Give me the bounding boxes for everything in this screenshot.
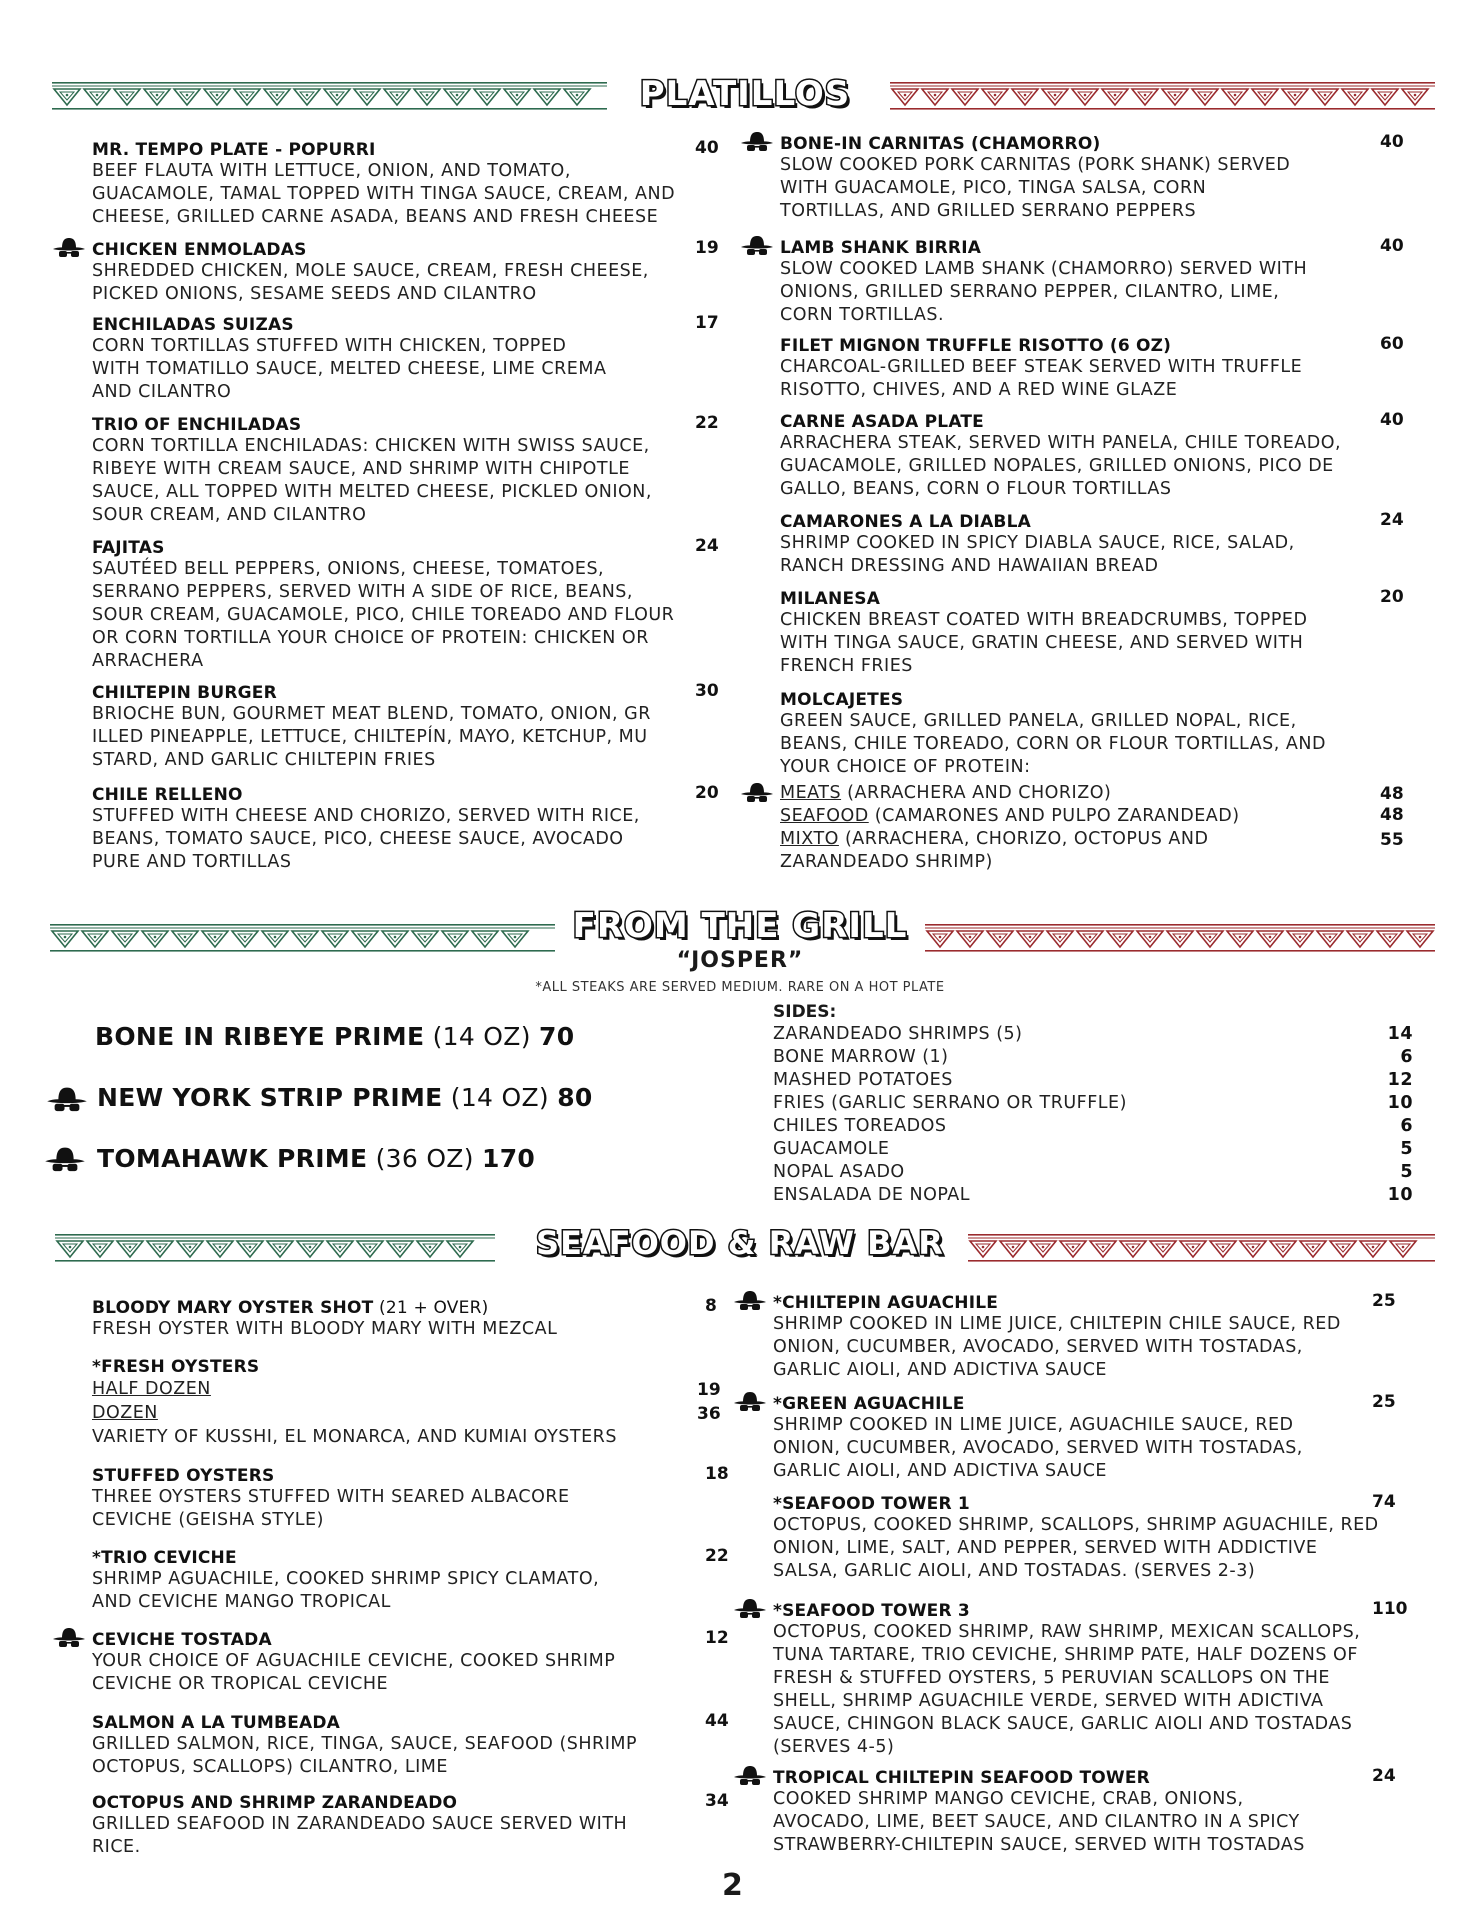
item-desc-line: SHRIMP COOKED IN LIME JUICE, AGUACHILE SAUCE, RED: [773, 1415, 1294, 1435]
menu-item: [92, 415, 652, 527]
item-desc-line: SHRIMP COOKED IN SPICY DIABLA SAUCE, RICE, SALAD,: [780, 533, 1295, 553]
item-desc-line: (SERVES 4-5): [773, 1737, 895, 1757]
side-name: BONE MARROW (1): [773, 1047, 949, 1067]
sombrero-sunglasses-glyph: [740, 131, 774, 153]
item-desc-line: SAUTÉED BELL PEPPERS, ONIONS, CHEESE, TOMATOES,: [92, 559, 605, 579]
menu-item: [780, 134, 1290, 223]
section-title-grill: FROM THE GRILL: [572, 906, 908, 946]
item-name-text: TROPICAL CHILTEPIN SEAFOOD TOWER: [773, 1768, 1150, 1788]
item-name: [92, 1548, 599, 1568]
item-desc-line: GRILLED SEAFOOD IN ZARANDEADO SAUCE SERVED WITH: [92, 1814, 628, 1834]
item-desc-line: CEVICHE OR TROPICAL CEVICHE: [92, 1674, 389, 1694]
side-price: 6: [1400, 1116, 1413, 1136]
sombrero-sunglasses-icon: [52, 237, 86, 259]
item-name-text: CEVICHE TOSTADA: [92, 1630, 272, 1650]
oysters-dozen: DOZEN: [92, 1403, 158, 1423]
item-price: 60: [1380, 334, 1404, 354]
item-desc-line: BEEF FLAUTA WITH LETTUCE, ONION, AND TOMATO,: [92, 161, 571, 181]
menu-item: [92, 1298, 557, 1341]
side-price: 10: [1387, 1093, 1413, 1113]
item-desc-line: CORN TORTILLAS.: [780, 305, 945, 325]
item-desc-line: OCTOPUS, SCALLOPS) CILANTRO, LIME: [92, 1757, 448, 1777]
side-price: 10: [1387, 1185, 1413, 1205]
item-desc-line: AND CILANTRO: [92, 382, 232, 402]
sombrero-sunglasses-icon: [44, 1146, 86, 1174]
item-desc-line: BRIOCHE BUN, GOURMET MEAT BLEND, TOMATO, ONION, GR: [92, 704, 651, 724]
grill-subtitle: “JOSPER”: [676, 948, 804, 973]
menu-item: [773, 1394, 1303, 1483]
item-price: 20: [695, 783, 719, 803]
pattern-band-green-3: [55, 1232, 495, 1264]
pattern-band-red-3: [968, 1232, 1435, 1264]
item-desc-line: SERRANO PEPPERS, SERVED WITH A SIDE OF RICE, BEANS,: [92, 582, 633, 602]
menu-item: [773, 1293, 1341, 1382]
side-price: 14: [1387, 1024, 1413, 1044]
molcajete-option-mixto: MIXTO (ARRACHERA, CHORIZO, OCTOPUS AND: [780, 829, 1209, 849]
side-name: CHILES TOREADOS: [773, 1116, 947, 1136]
item-price: 24: [1372, 1766, 1396, 1786]
side-name: MASHED POTATOES: [773, 1070, 953, 1090]
item-name: [92, 683, 651, 703]
side-price: 5: [1400, 1139, 1413, 1159]
page-number: 2: [722, 1868, 743, 1903]
item-name-text: CHICKEN ENMOLADAS: [92, 240, 307, 260]
sombrero-sunglasses-icon: [733, 1290, 767, 1312]
sombrero-sunglasses-icon: [733, 1598, 767, 1620]
item-desc-line: ARRACHERA: [92, 651, 204, 671]
menu-item: [92, 315, 606, 404]
item-desc-line: ILLED PINEAPPLE, LETTUCE, CHILTEPÍN, MAYO, KETCHUP, MU: [92, 727, 648, 747]
sombrero-sunglasses-icon: [740, 235, 774, 257]
item-price: 22: [705, 1546, 729, 1566]
section-title-seafood: SEAFOOD & RAW BAR: [536, 1224, 944, 1262]
item-desc-line: SLOW COOKED PORK CARNITAS (PORK SHANK) SERVED: [780, 155, 1291, 175]
red-triangle-pattern: [925, 922, 1435, 954]
item-name: [92, 1298, 557, 1318]
sombrero-sunglasses-icon: [740, 131, 774, 153]
item-name-text: OCTOPUS AND SHRIMP ZARANDEADO: [92, 1793, 458, 1813]
pattern-band-red-1: [890, 80, 1435, 112]
sombrero-sunglasses-icon: [733, 1391, 767, 1413]
side-item: [773, 1047, 1413, 1067]
side-item: [773, 1024, 1413, 1044]
side-price: 5: [1400, 1162, 1413, 1182]
item-name: [92, 240, 649, 260]
oysters-variety: VARIETY OF KUSSHI, EL MONARCA, AND KUMIAI OYSTERS: [92, 1427, 617, 1447]
item-desc-line: TUNA TARTARE, TRIO CEVICHE, SHRIMP PATE, HALF DOZENS OF: [773, 1645, 1358, 1665]
item-name-text: BLOODY MARY OYSTER SHOT: [92, 1298, 374, 1318]
item-desc-line: SOUR CREAM, GUACAMOLE, PICO, CHILE TOREADO AND FLOUR: [92, 605, 675, 625]
item-desc-line: AND CEVICHE MANGO TROPICAL: [92, 1592, 391, 1612]
sombrero-sunglasses-glyph: [733, 1391, 767, 1413]
item-desc-line: ONION, CUCUMBER, AVOCADO, SERVED WITH TOSTADAS,: [773, 1337, 1303, 1357]
item-desc-line: PICKED ONIONS, SESAME SEEDS AND CILANTRO: [92, 284, 537, 304]
menu-item: [92, 240, 649, 306]
item-price: 18: [705, 1464, 729, 1484]
item-name: [773, 1293, 1341, 1313]
item-price: 40: [1380, 132, 1404, 152]
molcajete-meats-price: 48: [1380, 784, 1404, 804]
item-desc-line: RICE.: [92, 1837, 141, 1857]
item-name-text: SALMON A LA TUMBEADA: [92, 1713, 341, 1733]
menu-item: [773, 1494, 1379, 1583]
item-desc-line: OR CORN TORTILLA YOUR CHOICE OF PROTEIN: CHICKEN OR: [92, 628, 649, 648]
item-price: 17: [695, 313, 719, 333]
item-name: [92, 1793, 627, 1813]
pattern-band-green-1: [52, 80, 607, 112]
menu-item: [92, 140, 675, 229]
sides-title: SIDES:: [773, 1002, 837, 1022]
item-desc-line: SHELL, SHRIMP AGUACHILE VERDE, SERVED WITH ADICTIVA: [773, 1691, 1324, 1711]
item-name: [780, 690, 1326, 710]
side-name: NOPAL ASADO: [773, 1162, 905, 1182]
grill-note: *ALL STEAKS ARE SERVED MEDIUM. RARE ON A HOT PLATE: [535, 980, 945, 995]
item-name-text: MOLCAJETES: [780, 690, 904, 710]
menu-item: [92, 1713, 637, 1779]
oysters-half-dozen: HALF DOZEN: [92, 1379, 211, 1399]
menu-item: [780, 336, 1302, 402]
item-desc-line: GUACAMOLE, GRILLED NOPALES, GRILLED ONIONS, PICO DE: [780, 456, 1334, 476]
item-name-text: STUFFED OYSTERS: [92, 1466, 275, 1486]
item-desc-line: OCTOPUS, COOKED SHRIMP, RAW SHRIMP, MEXICAN SCALLOPS,: [773, 1622, 1361, 1642]
item-name: [780, 412, 1341, 432]
item-desc-line: SALSA, GARLIC AIOLI, AND TOSTADAS. (SERVES 2-3): [773, 1561, 1256, 1581]
menu-item: [92, 538, 674, 673]
green-triangle-pattern: [52, 80, 607, 112]
item-name: [773, 1601, 1360, 1621]
menu-item: [780, 512, 1295, 578]
item-desc-line: CEVICHE (GEISHA STYLE): [92, 1510, 324, 1530]
sombrero-sunglasses-glyph: [52, 1627, 86, 1649]
item-name: [92, 315, 606, 335]
item-desc-line: STARD, AND GARLIC CHILTEPIN FRIES: [92, 750, 436, 770]
molcajete-mixto-price: 55: [1380, 830, 1404, 850]
item-desc-line: CHARCOAL-GRILLED BEEF STEAK SERVED WITH TRUFFLE: [780, 357, 1303, 377]
item-price: 22: [695, 413, 719, 433]
menu-item: [780, 238, 1307, 327]
sombrero-sunglasses-icon: [733, 1765, 767, 1787]
side-name: ZARANDEADO SHRIMPS (5): [773, 1024, 1023, 1044]
side-item: [773, 1185, 1413, 1205]
menu-item: [92, 785, 640, 874]
item-desc-line: RANCH DRESSING AND HAWAIIAN BREAD: [780, 556, 1159, 576]
item-desc-line: STRAWBERRY-CHILTEPIN SAUCE, SERVED WITH TOSTADAS: [773, 1835, 1305, 1855]
steak-ribeye: BONE IN RIBEYE PRIME (14 OZ) 70: [95, 1022, 575, 1051]
item-price: 19: [695, 238, 719, 258]
item-name-text: CHILTEPIN BURGER: [92, 683, 277, 703]
sombrero-sunglasses-glyph: [733, 1290, 767, 1312]
item-desc-line: PURE AND TORTILLAS: [92, 852, 292, 872]
item-desc-line: WITH GUACAMOLE, PICO, TINGA SALSA, CORN: [780, 178, 1207, 198]
side-item: [773, 1093, 1413, 1113]
menu-item: [780, 690, 1326, 779]
item-name: [92, 538, 674, 558]
item-name: [92, 415, 652, 435]
item-name-text: *GREEN AGUACHILE: [773, 1394, 965, 1414]
item-desc-line: CORN TORTILLA ENCHILADAS: CHICKEN WITH SWISS SAUCE,: [92, 436, 650, 456]
side-item: [773, 1116, 1413, 1136]
item-desc-line: BEANS, TOMATO SAUCE, PICO, CHEESE SAUCE, AVOCADO: [92, 829, 624, 849]
menu-item: [92, 1466, 570, 1532]
item-name-text: TRIO OF ENCHILADAS: [92, 415, 302, 435]
item-name-text: *CHILTEPIN AGUACHILE: [773, 1293, 999, 1313]
item-desc-line: ONIONS, GRILLED SERRANO PEPPER, CILANTRO, LIME,: [780, 282, 1280, 302]
molcajete-option-mixto-cont: ZARANDEADO SHRIMP): [780, 852, 993, 872]
item-name-text: CARNE ASADA PLATE: [780, 412, 984, 432]
menu-item: [92, 1630, 615, 1696]
side-name: ENSALADA DE NOPAL: [773, 1185, 970, 1205]
item-price: 24: [1380, 510, 1404, 530]
item-name: [780, 589, 1307, 609]
item-price: 8: [705, 1296, 717, 1316]
item-desc-line: GARLIC AIOLI, AND ADICTIVA SAUCE: [773, 1360, 1107, 1380]
menu-item: [92, 683, 651, 772]
item-desc-line: GRILLED SALMON, RICE, TINGA, SAUCE, SEAFOOD (SHRIMP: [92, 1734, 638, 1754]
item-price: 74: [1372, 1492, 1396, 1512]
item-desc-line: CHICKEN BREAST COATED WITH BREADCRUMBS, TOPPED: [780, 610, 1308, 630]
red-triangle-pattern: [968, 1232, 1435, 1264]
green-triangle-pattern: [50, 922, 555, 954]
item-name: [92, 140, 675, 160]
item-name: [92, 1466, 570, 1486]
item-desc-line: TORTILLAS, AND GRILLED SERRANO PEPPERS: [780, 201, 1197, 221]
menu-item: [780, 589, 1307, 678]
item-desc-line: FRENCH FRIES: [780, 656, 913, 676]
item-price: 40: [1380, 410, 1404, 430]
item-desc-line: RISOTTO, CHIVES, AND A RED WINE GLAZE: [780, 380, 1178, 400]
molcajete-seafood-price: 48: [1380, 805, 1404, 825]
item-desc-line: SOUR CREAM, AND CILANTRO: [92, 505, 367, 525]
item-name-text: LAMB SHANK BIRRIA: [780, 238, 982, 258]
item-price: 44: [705, 1711, 729, 1731]
side-name: GUACAMOLE: [773, 1139, 890, 1159]
item-desc-line: THREE OYSTERS STUFFED WITH SEARED ALBACORE: [92, 1487, 570, 1507]
item-name: [780, 336, 1302, 356]
item-desc-line: SAUCE, ALL TOPPED WITH MELTED CHEESE, PICKLED ONION,: [92, 482, 652, 502]
item-name: [780, 512, 1295, 532]
item-desc-line: CORN TORTILLAS STUFFED WITH CHICKEN, TOPPED: [92, 336, 567, 356]
section-title-platillos: PLATILLOS: [639, 74, 851, 114]
oysters-dozen-price: 36: [697, 1404, 721, 1424]
item-name: [92, 1357, 259, 1377]
item-name: [780, 238, 1307, 258]
steak-tomahawk: TOMAHAWK PRIME (36 OZ) 170: [97, 1144, 536, 1173]
item-desc-line: RIBEYE WITH CREAM SAUCE, AND SHRIMP WITH CHIPOTLE: [92, 459, 630, 479]
item-price: 34: [705, 1791, 729, 1811]
item-desc-line: BEANS, CHILE TOREADO, CORN OR FLOUR TORTILLAS, AND: [780, 734, 1326, 754]
item-name-text: ENCHILADAS SUIZAS: [92, 315, 294, 335]
menu-item: [92, 1793, 627, 1859]
red-triangle-pattern: [890, 80, 1435, 112]
menu-item: [92, 1357, 259, 1377]
sombrero-sunglasses-glyph: [733, 1598, 767, 1620]
item-desc-line: FRESH & STUFFED OYSTERS, 5 PERUVIAN SCALLOPS ON THE: [773, 1668, 1330, 1688]
item-desc-line: YOUR CHOICE OF PROTEIN:: [780, 757, 1031, 777]
item-name: [773, 1494, 1379, 1514]
item-desc-line: SHRIMP COOKED IN LIME JUICE, CHILTEPIN CHILE SAUCE, RED: [773, 1314, 1341, 1334]
menu-item: [773, 1601, 1360, 1759]
item-price: 25: [1372, 1392, 1396, 1412]
menu-item: [92, 1548, 599, 1614]
item-name-text: MILANESA: [780, 589, 881, 609]
item-desc-line: OCTOPUS, COOKED SHRIMP, SCALLOPS, SHRIMP AGUACHILE, RED: [773, 1515, 1379, 1535]
item-price: 25: [1372, 1291, 1396, 1311]
menu-item: [780, 412, 1341, 501]
item-name-text: CHILE RELLENO: [92, 785, 243, 805]
sombrero-sunglasses-icon: [740, 782, 774, 804]
item-desc-line: CHEESE, GRILLED CARNE ASADA, BEANS AND FRESH CHEESE: [92, 207, 659, 227]
item-desc-line: FRESH OYSTER WITH BLOODY MARY WITH MEZCAL: [92, 1319, 558, 1339]
side-name: FRIES (GARLIC SERRANO OR TRUFFLE): [773, 1093, 1127, 1113]
item-desc-line: AVOCADO, LIME, BEET SAUCE, AND CILANTRO IN A SPICY: [773, 1812, 1300, 1832]
item-desc-line: GUACAMOLE, TAMAL TOPPED WITH TINGA SAUCE, CREAM, AND: [92, 184, 676, 204]
sombrero-sunglasses-icon: [46, 1086, 88, 1114]
item-desc-line: WITH TINGA SAUCE, GRATIN CHEESE, AND SERVED WITH: [780, 633, 1304, 653]
item-name: [92, 1713, 637, 1733]
item-desc-line: SHRIMP AGUACHILE, COOKED SHRIMP SPICY CLAMATO,: [92, 1569, 600, 1589]
item-price: 30: [695, 681, 719, 701]
steak-new-york: NEW YORK STRIP PRIME (14 OZ) 80: [97, 1083, 593, 1112]
item-desc-line: STUFFED WITH CHEESE AND CHORIZO, SERVED WITH RICE,: [92, 806, 640, 826]
item-name: [92, 785, 640, 805]
item-name-text: *SEAFOOD TOWER 1: [773, 1494, 970, 1514]
side-price: 12: [1387, 1070, 1413, 1090]
item-price: 20: [1380, 587, 1404, 607]
pattern-band-green-2: [50, 922, 555, 954]
item-name-text: BONE-IN CARNITAS (CHAMORRO): [780, 134, 1101, 154]
item-desc-line: ONION, LIME, SALT, AND PEPPER, SERVED WITH ADDICTIVE: [773, 1538, 1318, 1558]
item-desc-line: SLOW COOKED LAMB SHANK (CHAMORRO) SERVED WITH: [780, 259, 1308, 279]
item-name-text: FILET MIGNON TRUFFLE RISOTTO (6 OZ): [780, 336, 1172, 356]
sombrero-sunglasses-glyph: [52, 237, 86, 259]
side-item: [773, 1162, 1413, 1182]
item-desc-line: GREEN SAUCE, GRILLED PANELA, GRILLED NOPAL, RICE,: [780, 711, 1297, 731]
item-name: [773, 1394, 1303, 1414]
item-name-text: MR. TEMPO PLATE - POPURRI: [92, 140, 376, 160]
item-desc-line: SAUCE, CHINGON BLACK SAUCE, GARLIC AIOLI AND TOSTADAS: [773, 1714, 1353, 1734]
sombrero-sunglasses-glyph: [740, 235, 774, 257]
sides-block: [773, 1002, 1413, 1205]
item-desc-line: YOUR CHOICE OF AGUACHILE CEVICHE, COOKED SHRIMP: [92, 1651, 616, 1671]
side-item: [773, 1139, 1413, 1159]
molcajete-option-meats: MEATS (ARRACHERA AND CHORIZO): [780, 783, 1112, 803]
item-name: [780, 134, 1290, 154]
green-triangle-pattern: [55, 1232, 495, 1264]
item-desc-line: ARRACHERA STEAK, SERVED WITH PANELA, CHILE TOREADO,: [780, 433, 1342, 453]
item-name-text: FAJITAS: [92, 538, 165, 558]
item-name-note: (21 + OVER): [373, 1298, 489, 1318]
item-desc-line: GARLIC AIOLI, AND ADICTIVA SAUCE: [773, 1461, 1107, 1481]
molcajete-option-seafood: SEAFOOD (CAMARONES AND PULPO ZARANDEAD): [780, 806, 1240, 826]
oysters-half-dozen-price: 19: [697, 1380, 721, 1400]
item-desc-line: WITH TOMATILLO SAUCE, MELTED CHEESE, LIME CREMA: [92, 359, 607, 379]
item-name: [92, 1630, 615, 1650]
item-name-text: *FRESH OYSTERS: [92, 1357, 260, 1377]
item-desc-line: SHREDDED CHICKEN, MOLE SAUCE, CREAM, FRESH CHEESE,: [92, 261, 649, 281]
side-price: 6: [1400, 1047, 1413, 1067]
item-price: 24: [695, 536, 719, 556]
item-name-text: *TRIO CEVICHE: [92, 1548, 237, 1568]
item-desc-line: COOKED SHRIMP MANGO CEVICHE, CRAB, ONIONS,: [773, 1789, 1244, 1809]
menu-item: [773, 1768, 1305, 1857]
side-item: [773, 1070, 1413, 1090]
pattern-band-red-2: [925, 922, 1435, 954]
item-name-text: *SEAFOOD TOWER 3: [773, 1601, 970, 1621]
item-name: [773, 1768, 1305, 1788]
item-desc-line: ONION, CUCUMBER, AVOCADO, SERVED WITH TOSTADAS,: [773, 1438, 1303, 1458]
sombrero-sunglasses-glyph: [733, 1765, 767, 1787]
item-price: 40: [695, 138, 719, 158]
item-price: 40: [1380, 236, 1404, 256]
item-price: 12: [705, 1628, 729, 1648]
sombrero-sunglasses-icon: [52, 1627, 86, 1649]
item-price: 110: [1372, 1599, 1408, 1619]
item-desc-line: GALLO, BEANS, CORN O FLOUR TORTILLAS: [780, 479, 1172, 499]
item-name-text: CAMARONES A LA DIABLA: [780, 512, 1031, 532]
